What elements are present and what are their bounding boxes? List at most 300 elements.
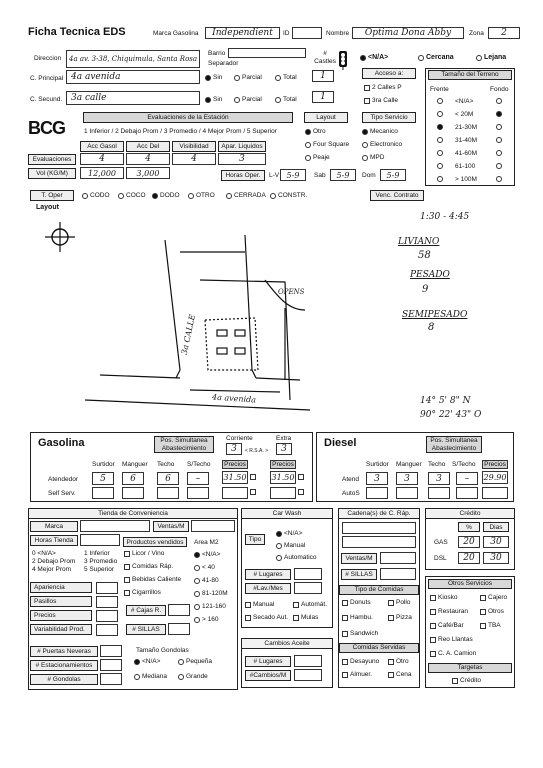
- principal-value: 4a avenida: [71, 72, 121, 82]
- radio-icon: [118, 193, 124, 199]
- direccion-field[interactable]: [66, 50, 200, 68]
- gas-atendedor-0[interactable]: 5: [92, 472, 114, 485]
- selfserv-label: Self Serv.: [48, 490, 76, 497]
- checkbox-icon: [430, 651, 436, 657]
- terreno-option-3: 31-40M: [455, 137, 478, 144]
- checkbox-icon: [342, 631, 348, 637]
- radio-icon: [437, 137, 443, 143]
- puertas-label: # Puertas Neveras: [30, 646, 98, 657]
- diesel-precio-ss-field[interactable]: [482, 487, 508, 499]
- radio-icon: [276, 555, 282, 561]
- radio-icon: [496, 124, 502, 130]
- rating-field-2[interactable]: [96, 610, 118, 622]
- radio-icon: [234, 75, 240, 81]
- radio-icon: [205, 97, 211, 103]
- tipo-servicio-button[interactable]: Tipo Servicio: [362, 112, 416, 123]
- otro-servicio-5[interactable]: TBA: [480, 622, 501, 629]
- radio-icon: [226, 193, 232, 199]
- tienda-ventas-field[interactable]: [191, 520, 235, 532]
- layout-four-square[interactable]: Four Square: [305, 141, 349, 148]
- cadena-name-field-1[interactable]: [342, 522, 416, 534]
- gas-atendedor-1[interactable]: 6: [122, 472, 144, 485]
- scale-1: 1 Inferior: [84, 550, 110, 557]
- credito-dias-label: Dias: [483, 522, 509, 532]
- corriente-label: Corriente: [226, 435, 253, 442]
- radio-icon: [418, 55, 424, 61]
- precio-extra-field[interactable]: 31.50: [271, 473, 295, 482]
- radio-icon: [437, 163, 443, 169]
- tamano-mediana[interactable]: Mediana: [134, 673, 167, 680]
- tamano-na[interactable]: <N/A>: [134, 658, 160, 665]
- radio-icon: [496, 150, 502, 156]
- cadena-sillas-field[interactable]: [380, 568, 416, 580]
- comida-hambu[interactable]: Hambu.: [342, 614, 373, 621]
- checkbox-icon: [245, 602, 251, 608]
- comida-pizza[interactable]: Pizza: [388, 614, 412, 621]
- dsl-label: DSL: [434, 555, 447, 562]
- layout-otro[interactable]: Otro: [305, 128, 326, 135]
- diesel-title: Diesel: [324, 437, 357, 449]
- evaluaciones-title: Evaluaciones de la Estación: [83, 112, 293, 123]
- nombre-label: Nombre: [326, 30, 350, 37]
- checkbox-icon: [245, 615, 251, 621]
- proximity-cercana[interactable]: Cercana: [418, 54, 454, 61]
- semipesado-label: SEMIPESADO: [402, 310, 468, 320]
- oper-option-3[interactable]: OTRO: [188, 192, 215, 199]
- comida-donuts[interactable]: Donuts: [342, 599, 371, 606]
- tienda-title: Tienda de Conveniencia: [29, 509, 237, 519]
- scale-5: 5 Superior: [84, 566, 114, 573]
- area-option-5[interactable]: > 160: [194, 616, 218, 623]
- terreno-frente-0[interactable]: [437, 98, 445, 104]
- gondolas-label: # Gondolas: [30, 674, 98, 685]
- pesado-label: PESADO: [410, 270, 450, 280]
- vol-field-2[interactable]: 3,000: [126, 167, 170, 179]
- rsa-label: < R.S.A. >: [245, 448, 269, 454]
- diesel-autos-1[interactable]: [396, 487, 418, 499]
- checkbox-icon: [388, 659, 394, 665]
- radio-icon: [496, 163, 502, 169]
- corriente-field[interactable]: 3: [226, 443, 242, 455]
- lv-label: L-V: [269, 172, 280, 179]
- otro-servicio-6[interactable]: Reo Llantas: [430, 636, 473, 643]
- dom-field[interactable]: 5-9: [380, 169, 406, 181]
- carwash-tipo-auto[interactable]: Automatico: [276, 554, 317, 561]
- radio-icon: [276, 543, 282, 549]
- gas-price-ss-check-0[interactable]: [250, 489, 258, 495]
- sab-field[interactable]: 5-9: [330, 169, 356, 181]
- eval-acc-del[interactable]: 4: [126, 153, 170, 165]
- latitude: 14° 5' 8" N: [420, 396, 471, 406]
- tarjetas-title: Targetas: [428, 663, 512, 673]
- opens-label: OPENS: [278, 288, 305, 296]
- checkbox-icon: [124, 577, 130, 583]
- barrio-label: Barrio: [208, 50, 226, 57]
- radio-icon: [476, 55, 482, 61]
- eval-acc-gasol[interactable]: 4: [80, 153, 124, 165]
- scale-4: 4 Mejor Prom: [32, 566, 72, 573]
- longitude: 90° 22' 43" O: [420, 410, 482, 420]
- acceso-2calles[interactable]: 2 Calles P: [364, 84, 402, 91]
- gasolina-col-4: Precios: [222, 460, 248, 469]
- checkbox-icon: [342, 615, 348, 621]
- terreno-fondo-3[interactable]: [496, 137, 504, 143]
- castles-label: # Castles: [314, 50, 336, 65]
- horas-tienda-field[interactable]: [80, 534, 120, 546]
- secund-sep-sin[interactable]: Sin: [205, 96, 222, 103]
- gas-price-check-0[interactable]: [250, 474, 258, 480]
- tipo-mpd[interactable]: MPD: [362, 154, 384, 161]
- extra-field[interactable]: 3: [276, 443, 292, 455]
- terreno-fondo-6[interactable]: [496, 176, 504, 182]
- terreno-frente-3[interactable]: [437, 137, 445, 143]
- dsl-pct-field[interactable]: 20: [458, 552, 480, 564]
- marca-value: Independient: [212, 28, 273, 38]
- gas-dias-field[interactable]: 30: [483, 536, 509, 548]
- gas-atendedor-2[interactable]: 6: [157, 472, 179, 485]
- radio-icon: [276, 531, 282, 537]
- diesel-atend-3[interactable]: –: [456, 472, 478, 485]
- acceso-3calle[interactable]: 3ra Calle: [364, 97, 398, 104]
- dsl-dias-field[interactable]: 30: [483, 552, 509, 564]
- radio-icon: [362, 129, 368, 135]
- aceite-title: Cambios Aceite: [242, 639, 332, 649]
- checkbox-icon: [480, 595, 486, 601]
- servida-otro[interactable]: Otro: [388, 658, 409, 665]
- radio-icon: [82, 193, 88, 199]
- terreno-option-1: < 20M: [455, 111, 474, 118]
- radio-icon: [437, 111, 443, 117]
- gas-atendedor-3[interactable]: –: [187, 472, 209, 485]
- proximity-na[interactable]: <N/A>: [360, 54, 388, 61]
- area-option-4[interactable]: 121-160: [194, 603, 226, 610]
- separador-label: Separador: [208, 60, 239, 67]
- checkbox-icon: [388, 615, 394, 621]
- cadena-ventas-field[interactable]: [380, 552, 416, 564]
- diesel-atend-1[interactable]: 3: [396, 472, 418, 485]
- rating-field-1[interactable]: [96, 596, 118, 608]
- horas-label: Horas Oper.: [221, 170, 265, 181]
- comida-sandwich[interactable]: Sandwich: [342, 630, 378, 637]
- vol-field-1[interactable]: 12,000: [80, 167, 124, 179]
- otro-servicio-4[interactable]: Café/Bar: [430, 622, 464, 629]
- zona-label: Zona: [469, 30, 484, 37]
- oper-option-1[interactable]: COCO: [118, 192, 146, 199]
- checkbox-icon: [342, 659, 348, 665]
- terreno-frente-6[interactable]: [437, 176, 445, 182]
- rating-field-0[interactable]: [96, 582, 118, 594]
- radio-icon: [194, 578, 200, 584]
- proximity-lejana[interactable]: Lejana: [476, 54, 506, 61]
- radio-icon: [437, 176, 443, 182]
- otros-title: Otros Servicios: [428, 579, 512, 589]
- area-option-3[interactable]: 81-120M: [194, 590, 228, 597]
- terreno-fondo-0[interactable]: [496, 98, 504, 104]
- evaluaciones-row-label: Evaluaciones: [28, 154, 76, 165]
- scale-3: 3 Promedio: [84, 558, 118, 565]
- radio-icon: [152, 193, 158, 199]
- radio-icon: [194, 617, 200, 623]
- traffic-light-icon: [337, 50, 349, 70]
- radio-icon: [305, 155, 311, 161]
- page-title: Ficha Tecnica EDS: [28, 26, 126, 38]
- checkbox-icon: [250, 489, 256, 495]
- gas-price-check-1[interactable]: [298, 474, 306, 480]
- oper-option-0[interactable]: CODO: [82, 192, 110, 199]
- tienda-sillas-label: # SILLAS: [126, 624, 166, 635]
- carwash-tipo-na[interactable]: <N/A>: [276, 530, 302, 537]
- acceso-button[interactable]: Acceso a:: [362, 68, 416, 79]
- liviano-value: 58: [418, 250, 431, 261]
- layout-button[interactable]: Layout: [304, 112, 348, 123]
- radio-icon: [134, 674, 140, 680]
- principal-sep-sin[interactable]: Sin: [205, 74, 222, 81]
- gas-selfserv-2[interactable]: [157, 487, 179, 499]
- radio-icon: [188, 193, 194, 199]
- radio-icon: [496, 137, 502, 143]
- tipo-mecanico[interactable]: Mecanico: [362, 128, 398, 135]
- estac-field[interactable]: [100, 659, 122, 671]
- tarjeta-credito[interactable]: Crédito: [452, 677, 481, 684]
- diesel-col-3: S/Techo: [452, 461, 476, 468]
- secund-sep-parcial[interactable]: Parcial: [234, 96, 262, 103]
- puertas-field[interactable]: [100, 645, 122, 657]
- gasolina-col-1: Manguer: [122, 461, 148, 468]
- radio-icon: [496, 176, 502, 182]
- producto-0[interactable]: Licor / Vino: [124, 550, 164, 557]
- marca-field[interactable]: [205, 27, 280, 39]
- carwash-automat[interactable]: Automát.: [293, 601, 327, 608]
- liviano-label: LIVIANO: [398, 237, 440, 247]
- checkbox-icon: [388, 600, 394, 606]
- castles2-field[interactable]: 1: [312, 91, 334, 103]
- principal-sep-parcial[interactable]: Parcial: [234, 74, 262, 81]
- count-time: 1:30 - 4:45: [420, 212, 470, 222]
- eval-visibilidad[interactable]: 4: [172, 153, 216, 165]
- street-horizontal-label: 4a avenida: [211, 392, 257, 405]
- sab-label: Sab: [314, 172, 326, 179]
- gondolas-field[interactable]: [100, 673, 122, 685]
- principal-sep-total[interactable]: Total: [275, 74, 297, 81]
- otro-servicio-0[interactable]: Kiosko: [430, 594, 458, 601]
- checkbox-icon: [293, 615, 299, 621]
- rating-field-3[interactable]: [96, 624, 118, 636]
- estac-label: # Estacionamientos: [30, 660, 98, 671]
- venc-contrato-button[interactable]: Venc. Contrato: [370, 190, 424, 201]
- carwash-lugares-field[interactable]: [294, 568, 322, 580]
- producto-1[interactable]: Comidas Ráp.: [124, 563, 173, 570]
- dom-label: Dom: [362, 172, 376, 179]
- terreno-frente-2[interactable]: [437, 124, 445, 130]
- diesel-col-0: Surtidor: [366, 461, 389, 468]
- servida-desayuno[interactable]: Desayuno: [342, 658, 379, 665]
- tamano-grande[interactable]: Grande: [178, 673, 208, 680]
- otro-servicio-2[interactable]: Restauran: [430, 608, 468, 615]
- area-option-2[interactable]: 41-80: [194, 577, 219, 584]
- rating-label-0: Apariencia: [30, 582, 92, 593]
- precio-extra-ss-field[interactable]: [270, 487, 296, 499]
- terreno-frente-1[interactable]: [437, 111, 445, 117]
- area-option-1[interactable]: < 40: [194, 564, 215, 571]
- secund-field[interactable]: [66, 91, 200, 105]
- gasolina-pos-label: Pos. Simultanea Abastecimiento: [154, 436, 214, 453]
- scale-0: 0 <N/A>: [32, 550, 56, 557]
- marca-label: Marca Gasolina: [153, 30, 199, 37]
- oper-option-2[interactable]: DODO: [152, 192, 180, 199]
- comidas-servidas-title: Comidas Servidas: [339, 643, 419, 653]
- otro-servicio-3[interactable]: Otros: [480, 608, 504, 615]
- rating-label-1: Pasillos: [30, 596, 92, 607]
- otro-servicio-1[interactable]: Cajero: [480, 594, 507, 601]
- radio-icon: [194, 552, 200, 558]
- cajas-label: # Cajas R.: [126, 605, 166, 616]
- carwash-secado[interactable]: Secado Aut.: [245, 614, 288, 621]
- area-option-0[interactable]: <N/A>: [194, 551, 220, 558]
- diesel-autos-2[interactable]: [428, 487, 450, 499]
- aceite-lugares-field[interactable]: [294, 655, 322, 667]
- tipo-comidas-title: Tipo de Comidas: [339, 585, 419, 595]
- eval-apar[interactable]: 3: [218, 153, 266, 165]
- precio-corriente-ss-field[interactable]: [222, 487, 248, 499]
- id-field[interactable]: [292, 27, 322, 39]
- principal-field[interactable]: [66, 70, 200, 84]
- tienda-marca-label: Marca: [30, 521, 78, 532]
- checkbox-icon: [124, 551, 130, 557]
- barrio-field[interactable]: [228, 48, 306, 58]
- carwash-lav-field[interactable]: [294, 582, 322, 594]
- checkbox-icon: [250, 474, 256, 480]
- atend-label: Atend: [342, 476, 359, 483]
- tienda-sillas-field[interactable]: [168, 623, 190, 635]
- atendedor-label: Atendedor: [48, 476, 78, 483]
- gas-pct-field[interactable]: 20: [458, 536, 480, 548]
- terreno-option-5: 61-100: [455, 163, 476, 170]
- checkbox-icon: [124, 564, 130, 570]
- checkbox-icon: [430, 609, 436, 615]
- carwash-tipo-manual[interactable]: Manual: [276, 542, 305, 549]
- t-oper-button[interactable]: T. Oper: [30, 190, 74, 201]
- lv-field[interactable]: 5-9: [280, 169, 306, 181]
- checkbox-icon: [342, 600, 348, 606]
- zona-field[interactable]: [488, 27, 520, 39]
- comida-pollo[interactable]: Pollo: [388, 599, 410, 606]
- eval-col-acc-del[interactable]: Acc Del: [126, 141, 170, 152]
- gasolina-col-0: Surtidor: [92, 461, 115, 468]
- producto-3[interactable]: Cigarrillos: [124, 589, 161, 596]
- eval-col-acc-gasol[interactable]: Acc Gasol: [80, 141, 124, 152]
- checkbox-icon: [342, 672, 348, 678]
- secund-value: 3a calle: [71, 93, 107, 103]
- radio-icon: [437, 98, 443, 104]
- radio-icon: [360, 55, 366, 61]
- aceite-cambios-label: #Cambios/M: [245, 670, 291, 681]
- checkbox-icon: [388, 672, 394, 678]
- eval-col-visibilidad[interactable]: Visibilidad: [172, 141, 216, 152]
- principal-label: C. Principal: [30, 75, 64, 82]
- credito-pct-label: %: [458, 522, 480, 532]
- otro-servicio-7[interactable]: C. A. Camion: [430, 650, 476, 657]
- productos-label: Productos vendidos: [123, 537, 187, 547]
- precio-corriente-field[interactable]: 31.50: [223, 473, 247, 482]
- oper-option-5[interactable]: CONSTR.: [270, 192, 307, 199]
- terreno-fondo-5[interactable]: [496, 163, 504, 169]
- gas-price-ss-check-1[interactable]: [298, 489, 306, 495]
- checkbox-icon: [430, 623, 436, 629]
- checkbox-icon: [298, 474, 304, 480]
- gasolina-title: Gasolina: [38, 437, 85, 449]
- tienda-marca-field[interactable]: [80, 520, 150, 532]
- carwash-lugares-label: # Lugares: [245, 569, 291, 580]
- cadena-title: Cadena(s) de C. Ráp.: [339, 509, 419, 519]
- gas-selfserv-3[interactable]: [187, 487, 209, 499]
- terreno-fondo-1[interactable]: [496, 111, 504, 117]
- radio-icon: [362, 142, 368, 148]
- terreno-title: Tamaño del Terreno: [428, 70, 512, 80]
- radio-icon: [362, 155, 368, 161]
- cadena-name-field-2[interactable]: [342, 536, 416, 548]
- diesel-col-2: Techo: [428, 461, 446, 468]
- fondo-label: Fondo: [490, 86, 509, 93]
- servida-almuer[interactable]: Almuer.: [342, 671, 372, 678]
- layout-peaje[interactable]: Peaje: [305, 154, 330, 161]
- gas-selfserv-1[interactable]: [122, 487, 144, 499]
- eval-col-apar[interactable]: Apar. Liquidos: [218, 141, 266, 152]
- rating-label-2: Precios: [30, 610, 92, 621]
- extra-label: Extra: [276, 435, 292, 442]
- castles-field[interactable]: 1: [312, 70, 334, 82]
- radio-icon: [496, 111, 502, 117]
- terreno-option-2: 21-30M: [455, 124, 478, 131]
- tipo-electronico[interactable]: Electronico: [362, 141, 402, 148]
- terreno-frente-5[interactable]: [437, 163, 445, 169]
- terreno-fondo-4[interactable]: [496, 150, 504, 156]
- servida-cena[interactable]: Cena: [388, 671, 412, 678]
- carwash-tipo-label: Tipo: [245, 534, 265, 545]
- checkbox-icon: [124, 590, 130, 596]
- oper-option-4[interactable]: CERRADA: [226, 192, 266, 199]
- carwash-manual[interactable]: Manual: [245, 601, 274, 608]
- diesel-atend-2[interactable]: 3: [428, 472, 450, 485]
- checkbox-icon: [364, 85, 370, 91]
- gasolina-col-2: Techo: [157, 461, 175, 468]
- gasolina-col-3: S/Techo: [187, 461, 211, 468]
- frente-label: Frente: [430, 86, 449, 93]
- diesel-atend-0[interactable]: 3: [366, 472, 388, 485]
- radio-icon: [178, 659, 184, 665]
- terreno-frente-4[interactable]: [437, 150, 445, 156]
- gas-selfserv-0[interactable]: [92, 487, 114, 499]
- radio-icon: [437, 124, 443, 130]
- producto-2[interactable]: Bebidas Caliente: [124, 576, 181, 583]
- radio-icon: [194, 604, 200, 610]
- diesel-precio-field[interactable]: 29.90: [483, 473, 507, 482]
- aceite-cambios-field[interactable]: [294, 669, 322, 681]
- nombre-field[interactable]: [352, 27, 464, 39]
- radio-icon: [437, 150, 443, 156]
- vol-label: Vol (KG/M): [28, 168, 76, 179]
- diesel-autos-0[interactable]: [366, 487, 388, 499]
- secund-sep-total[interactable]: Total: [275, 96, 297, 103]
- tamano-pequena[interactable]: Pequeña: [178, 658, 212, 665]
- cadena-sillas-label: # SILLAS: [341, 569, 377, 580]
- diesel-autos-3[interactable]: [456, 487, 478, 499]
- diesel-col-4: Precios: [482, 460, 508, 469]
- cajas-field[interactable]: [168, 604, 190, 616]
- checkbox-icon: [293, 602, 299, 608]
- carwash-mulas[interactable]: Mulas: [293, 614, 318, 621]
- gasolina-col-5: Precios: [270, 460, 296, 469]
- terreno-fondo-2[interactable]: [496, 124, 504, 130]
